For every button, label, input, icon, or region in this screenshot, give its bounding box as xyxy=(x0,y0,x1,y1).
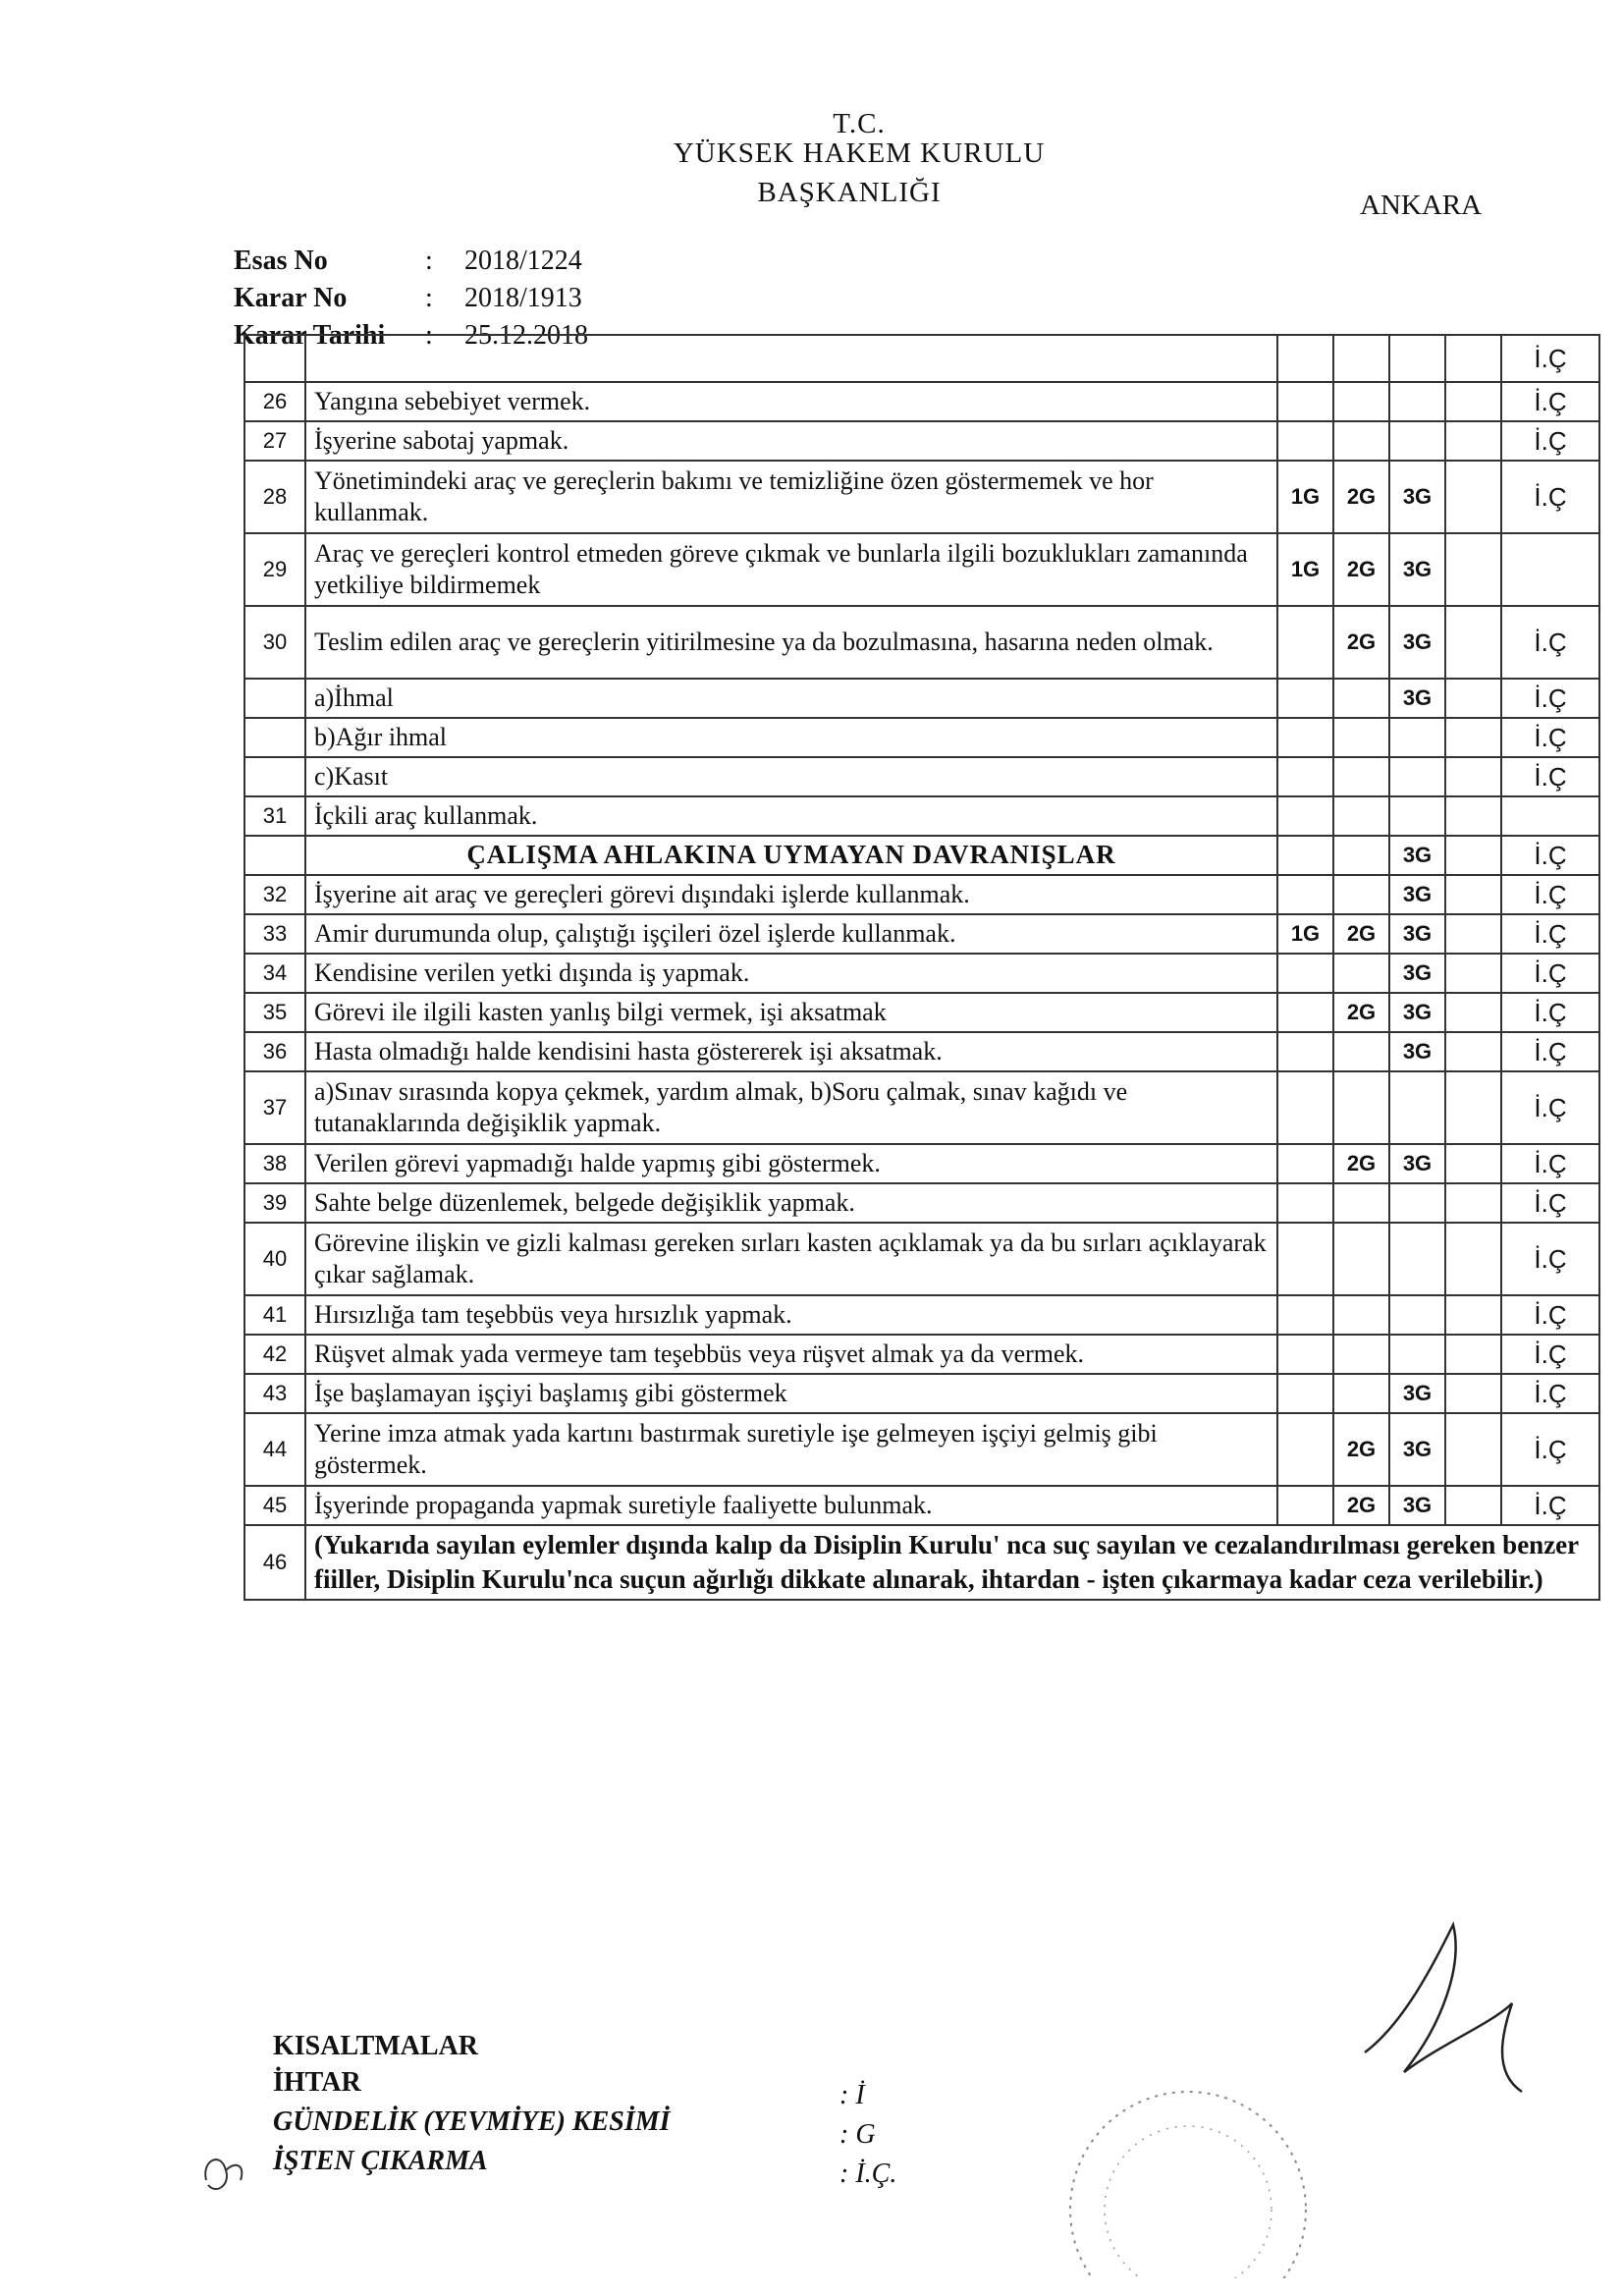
penalty-cell-3g: 3G xyxy=(1389,533,1445,606)
row-text: Yangına sebebiyet vermek. xyxy=(305,382,1277,421)
table-row xyxy=(244,1374,1599,1413)
penalty-cell-2g xyxy=(1333,1183,1389,1223)
penalty-cell-2g xyxy=(1333,679,1389,718)
row-text: a)İhmal xyxy=(305,679,1277,718)
dismissal-cell: İ.Ç xyxy=(1501,1374,1599,1413)
penalty-cell-3g xyxy=(1389,421,1445,461)
penalty-cell-3g: 3G xyxy=(1389,1374,1445,1413)
dismissal-cell xyxy=(1501,533,1599,606)
penalty-cell-2g xyxy=(1333,875,1389,914)
dismissal-cell: İ.Ç xyxy=(1501,1071,1599,1144)
penalty-cell-1g xyxy=(1277,1295,1333,1335)
dismissal-cell: İ.Ç xyxy=(1501,461,1599,533)
table-row xyxy=(244,679,1599,718)
penalty-cell-2g xyxy=(1333,1295,1389,1335)
penalty-cell-1g xyxy=(1277,1144,1333,1183)
row-text: İşyerine sabotaj yapmak. xyxy=(305,421,1277,461)
dismissal-cell: İ.Ç xyxy=(1501,679,1599,718)
penalty-cell-4 xyxy=(1445,1413,1501,1486)
penalty-cell-3g xyxy=(1389,718,1445,757)
dismissal-cell: İ.Ç xyxy=(1501,606,1599,679)
penalty-cell-3g: 3G xyxy=(1389,1486,1445,1525)
row-text: Görevine ilişkin ve gizli kalması gereken sırları kasten açıklamak ya da bu sırları açıklayarak çıkar sağlamak. xyxy=(305,1223,1277,1295)
penalty-cell-4 xyxy=(1445,461,1501,533)
penalty-cell-4 xyxy=(1445,606,1501,679)
header-tc: T.C. xyxy=(833,108,886,139)
penalty-cell-4 xyxy=(1445,718,1501,757)
penalty-cell-1g xyxy=(1277,718,1333,757)
penalty-cell-3g: 3G xyxy=(1389,1144,1445,1183)
row-text: a)Sınav sırasında kopya çekmek, yardım almak, b)Soru çalmak, sınav kağıdı ve tutanaklarında değişiklik yapmak. xyxy=(305,1071,1277,1144)
row-text: Verilen görevi yapmadığı halde yapmış gibi göstermek. xyxy=(305,1144,1277,1183)
penalty-cell-4 xyxy=(1445,1295,1501,1335)
penalty-cell-3g xyxy=(1389,796,1445,836)
penalty-cell-4 xyxy=(1445,1486,1501,1525)
meta-colon: : xyxy=(425,283,433,313)
penalty-cell-3g xyxy=(1389,1335,1445,1374)
penalty-cell-3g xyxy=(1389,1183,1445,1223)
meta-value: 2018/1913 xyxy=(464,283,582,313)
row-text: Amir durumunda olup, çalıştığı işçileri özel işlerde kullanmak. xyxy=(305,914,1277,954)
table-row xyxy=(244,1144,1599,1183)
dismissal-cell xyxy=(1501,796,1599,836)
penalty-table xyxy=(243,334,1600,1601)
table-row xyxy=(244,757,1599,796)
penalty-cell-4 xyxy=(1445,1032,1501,1071)
penalty-cell-1g xyxy=(1277,1183,1333,1223)
penalty-cell-3g: 3G xyxy=(1389,1032,1445,1071)
penalty-cell-1g xyxy=(1277,757,1333,796)
penalty-cell-4 xyxy=(1445,796,1501,836)
penalty-cell-1g xyxy=(1277,335,1333,382)
penalty-cell-3g xyxy=(1389,1071,1445,1144)
table-row xyxy=(244,875,1599,914)
table-row xyxy=(244,1486,1599,1525)
penalty-cell-3g xyxy=(1389,1295,1445,1335)
row-number: 46 xyxy=(244,1525,305,1600)
row-number xyxy=(244,718,305,757)
penalty-cell-1g xyxy=(1277,679,1333,718)
table-row xyxy=(244,1525,1599,1600)
table-row xyxy=(244,954,1599,993)
table-row xyxy=(244,606,1599,679)
penalty-cell-1g xyxy=(1277,1413,1333,1486)
meta-colon: : xyxy=(425,320,433,351)
row-text: İşyerinde propaganda yapmak suretiyle faaliyette bulunmak. xyxy=(305,1486,1277,1525)
row-text: Teslim edilen araç ve gereçlerin yitirilmesine ya da bozulmasına, hasarına neden olmak. xyxy=(305,606,1277,679)
penalty-cell-4 xyxy=(1445,1223,1501,1295)
dismissal-cell: İ.Ç xyxy=(1501,1032,1599,1071)
header-city: ANKARA xyxy=(1360,190,1483,221)
penalty-cell-3g: 3G xyxy=(1389,993,1445,1032)
penalty-cell-4 xyxy=(1445,757,1501,796)
abbreviation-value: : G xyxy=(839,2119,876,2150)
row-number: 40 xyxy=(244,1223,305,1295)
dismissal-cell: İ.Ç xyxy=(1501,993,1599,1032)
penalty-cell-4 xyxy=(1445,954,1501,993)
row-number xyxy=(244,335,305,382)
penalty-cell-2g xyxy=(1333,335,1389,382)
penalty-cell-2g: 2G xyxy=(1333,533,1389,606)
penalty-cell-2g xyxy=(1333,718,1389,757)
dismissal-cell: İ.Ç xyxy=(1501,382,1599,421)
penalty-cell-4 xyxy=(1445,335,1501,382)
table-row xyxy=(244,836,1599,875)
table-row xyxy=(244,993,1599,1032)
abbreviation-value: : İ xyxy=(839,2080,865,2110)
penalty-cell-1g xyxy=(1277,606,1333,679)
penalty-cell-2g xyxy=(1333,1223,1389,1295)
penalty-cell-4 xyxy=(1445,1144,1501,1183)
abbreviations-title: KISALTMALAR xyxy=(273,2031,479,2061)
row-number: 26 xyxy=(244,382,305,421)
row-text: Kendisine verilen yetki dışında iş yapmak. xyxy=(305,954,1277,993)
penalty-cell-2g: 2G xyxy=(1333,914,1389,954)
row-text: Hırsızlığa tam teşebbüs veya hırsızlık yapmak. xyxy=(305,1295,1277,1335)
penalty-cell-4 xyxy=(1445,914,1501,954)
row-number: 32 xyxy=(244,875,305,914)
stamp xyxy=(1060,2082,1316,2278)
dismissal-cell: İ.Ç xyxy=(1501,1295,1599,1335)
row-number: 45 xyxy=(244,1486,305,1525)
row-text: Araç ve gereçleri kontrol etmeden göreve çıkmak ve bunlarla ilgili bozuklukları zamanında yetkiliye bildirmemek xyxy=(305,533,1277,606)
penalty-cell-1g xyxy=(1277,1071,1333,1144)
penalty-cell-1g xyxy=(1277,382,1333,421)
penalty-cell-1g xyxy=(1277,1374,1333,1413)
row-number-cell xyxy=(244,836,305,875)
penalty-cell-3g: 3G xyxy=(1389,875,1445,914)
row-number: 28 xyxy=(244,461,305,533)
row-text: Görevi ile ilgili kasten yanlış bilgi vermek, işi aksatmak xyxy=(305,993,1277,1032)
penalty-cell-2g xyxy=(1333,1335,1389,1374)
penalty-cell-4 xyxy=(1445,1183,1501,1223)
dismissal-cell: İ.Ç xyxy=(1501,1335,1599,1374)
penalty-cell-1g xyxy=(1277,1486,1333,1525)
dismissal-cell: İ.Ç xyxy=(1501,836,1599,875)
penalty-cell-1g xyxy=(1277,875,1333,914)
penalty-cell xyxy=(1333,836,1389,875)
meta-karar-no xyxy=(234,283,582,314)
penalty-cell-2g: 2G xyxy=(1333,606,1389,679)
penalty-cell-3g: 3G xyxy=(1389,1413,1445,1486)
dismissal-cell: İ.Ç xyxy=(1501,1144,1599,1183)
table-row xyxy=(244,1071,1599,1144)
header-org: YÜKSEK HAKEM KURULU xyxy=(673,137,1046,169)
penalty-cell-1g xyxy=(1277,1335,1333,1374)
abbreviation-label: İHTAR xyxy=(273,2067,361,2098)
penalty-cell-2g xyxy=(1333,757,1389,796)
penalty-cell-3g: 3G xyxy=(1389,914,1445,954)
penalty-cell-2g xyxy=(1333,421,1389,461)
penalty-cell xyxy=(1277,836,1333,875)
penalty-cell-1g: 1G xyxy=(1277,461,1333,533)
penalty-cell-4 xyxy=(1445,679,1501,718)
row-number: 37 xyxy=(244,1071,305,1144)
row-number: 38 xyxy=(244,1144,305,1183)
penalty-cell-3g xyxy=(1389,382,1445,421)
penalty-cell-1g xyxy=(1277,796,1333,836)
penalty-cell-2g: 2G xyxy=(1333,1486,1389,1525)
row-number: 29 xyxy=(244,533,305,606)
row-text: (Yukarıda sayılan eylemler dışında kalıp da Disiplin Kurulu' nca suç sayılan ve cezalandırılması gereken benzer fiiller, Disiplin Kurulu'nca suçun ağırlığı dikkate alınarak, ihtardan - işten çıkarmaya kadar ceza verilebilir.) xyxy=(305,1525,1599,1600)
row-text: Hasta olmadığı halde kendisini hasta göstererek işi aksatmak. xyxy=(305,1032,1277,1071)
penalty-cell-2g xyxy=(1333,1032,1389,1071)
dismissal-cell: İ.Ç xyxy=(1501,1183,1599,1223)
penalty-cell-4 xyxy=(1445,875,1501,914)
dismissal-cell: İ.Ç xyxy=(1501,1223,1599,1295)
row-number xyxy=(244,757,305,796)
abbreviation-label: İŞTEN ÇIKARMA xyxy=(273,2146,488,2176)
table-row xyxy=(244,335,1599,382)
header-dept: BAŞKANLIĞI xyxy=(757,177,942,208)
penalty-cell-1g xyxy=(1277,421,1333,461)
penalty-cell-3g xyxy=(1389,335,1445,382)
dismissal-cell: İ.Ç xyxy=(1501,335,1599,382)
penalty-cell-3g: 3G xyxy=(1389,954,1445,993)
penalty-cell-4 xyxy=(1445,533,1501,606)
dismissal-cell: İ.Ç xyxy=(1501,875,1599,914)
penalty-cell-2g: 2G xyxy=(1333,1413,1389,1486)
row-number: 27 xyxy=(244,421,305,461)
row-number: 39 xyxy=(244,1183,305,1223)
penalty-cell-1g xyxy=(1277,1032,1333,1071)
meta-esas-no xyxy=(234,246,582,277)
penalty-cell-3g: 3G xyxy=(1389,461,1445,533)
penalty-cell-3g: 3G xyxy=(1389,606,1445,679)
table-row xyxy=(244,1032,1599,1071)
dismissal-cell: İ.Ç xyxy=(1501,757,1599,796)
penalty-cell-4 xyxy=(1445,382,1501,421)
penalty-cell-3g xyxy=(1389,757,1445,796)
penalty-cell-4 xyxy=(1445,993,1501,1032)
meta-colon: : xyxy=(425,246,433,276)
penalty-cell-2g xyxy=(1333,1374,1389,1413)
penalty-cell-1g: 1G xyxy=(1277,533,1333,606)
penalty-cell-4 xyxy=(1445,1071,1501,1144)
dismissal-cell: İ.Ç xyxy=(1501,1413,1599,1486)
penalty-cell-4 xyxy=(1445,1374,1501,1413)
dismissal-cell: İ.Ç xyxy=(1501,1486,1599,1525)
table-row xyxy=(244,533,1599,606)
row-text: Yerine imza atmak yada kartını bastırmak suretiyle işe gelmeyen işçiyi gelmiş gibi göstermek. xyxy=(305,1413,1277,1486)
row-text: İşyerine ait araç ve gereçleri görevi dışındaki işlerde kullanmak. xyxy=(305,875,1277,914)
signature xyxy=(1345,1905,1542,2102)
table-row xyxy=(244,1295,1599,1335)
table-row xyxy=(244,1223,1599,1295)
meta-value: 25.12.2018 xyxy=(464,320,588,351)
penalty-cell-3g xyxy=(1389,1223,1445,1295)
penalty-cell-2g: 2G xyxy=(1333,993,1389,1032)
row-number: 33 xyxy=(244,914,305,954)
dismissal-cell: İ.Ç xyxy=(1501,718,1599,757)
table-row xyxy=(244,421,1599,461)
row-number: 35 xyxy=(244,993,305,1032)
penalty-cell-1g xyxy=(1277,993,1333,1032)
row-text xyxy=(305,335,1277,382)
meta-value: 2018/1224 xyxy=(464,246,582,276)
row-number: 41 xyxy=(244,1295,305,1335)
row-text: b)Ağır ihmal xyxy=(305,718,1277,757)
penalty-cell-4 xyxy=(1445,1335,1501,1374)
penalty-cell-2g xyxy=(1333,796,1389,836)
row-text: İşe başlamayan işçiyi başlamış gibi göstermek xyxy=(305,1374,1277,1413)
dismissal-cell: İ.Ç xyxy=(1501,954,1599,993)
table-row xyxy=(244,914,1599,954)
table-row xyxy=(244,461,1599,533)
penalty-cell-1g: 1G xyxy=(1277,914,1333,954)
penalty-cell-2g xyxy=(1333,1071,1389,1144)
penalty-cell-2g xyxy=(1333,382,1389,421)
meta-label: Karar No xyxy=(234,283,348,313)
row-text: Rüşvet almak yada vermeye tam teşebbüs veya rüşvet almak ya da vermek. xyxy=(305,1335,1277,1374)
row-text: c)Kasıt xyxy=(305,757,1277,796)
table-row xyxy=(244,718,1599,757)
table-row xyxy=(244,796,1599,836)
table-row xyxy=(244,1335,1599,1374)
table-row xyxy=(244,1183,1599,1223)
penalty-cell-1g xyxy=(1277,1223,1333,1295)
row-number: 42 xyxy=(244,1335,305,1374)
row-text: İçkili araç kullanmak. xyxy=(305,796,1277,836)
row-number: 36 xyxy=(244,1032,305,1071)
row-number: 34 xyxy=(244,954,305,993)
penalty-cell-1g xyxy=(1277,954,1333,993)
meta-label: Karar Tarihi xyxy=(234,320,386,351)
row-text: Sahte belge düzenlemek, belgede değişiklik yapmak. xyxy=(305,1183,1277,1223)
row-number: 43 xyxy=(244,1374,305,1413)
table-row xyxy=(244,1413,1599,1486)
section-title: ÇALIŞMA AHLAKINA UYMAYAN DAVRANIŞLAR xyxy=(305,836,1277,875)
row-number xyxy=(244,679,305,718)
row-number: 44 xyxy=(244,1413,305,1486)
dismissal-cell: İ.Ç xyxy=(1501,914,1599,954)
table-row xyxy=(244,382,1599,421)
penalty-cell-2g: 2G xyxy=(1333,1144,1389,1183)
row-text: Yönetimindeki araç ve gereçlerin bakımı ve temizliğine özen göstermemek ve hor kullanmak. xyxy=(305,461,1277,533)
abbreviation-value: : İ.Ç. xyxy=(839,2159,897,2189)
abbreviation-label: GÜNDELİK (YEVMİYE) KESİMİ xyxy=(273,2106,671,2137)
penalty-cell: 3G xyxy=(1389,836,1445,875)
dismissal-cell: İ.Ç xyxy=(1501,421,1599,461)
penalty-cell-3g: 3G xyxy=(1389,679,1445,718)
penalty-cell-2g: 2G xyxy=(1333,461,1389,533)
penalty-cell-2g xyxy=(1333,954,1389,993)
penalty-cell xyxy=(1445,836,1501,875)
row-number: 30 xyxy=(244,606,305,679)
penalty-cell-4 xyxy=(1445,421,1501,461)
meta-label: Esas No xyxy=(234,246,328,276)
handwritten-mark xyxy=(196,2141,255,2200)
row-number: 31 xyxy=(244,796,305,836)
